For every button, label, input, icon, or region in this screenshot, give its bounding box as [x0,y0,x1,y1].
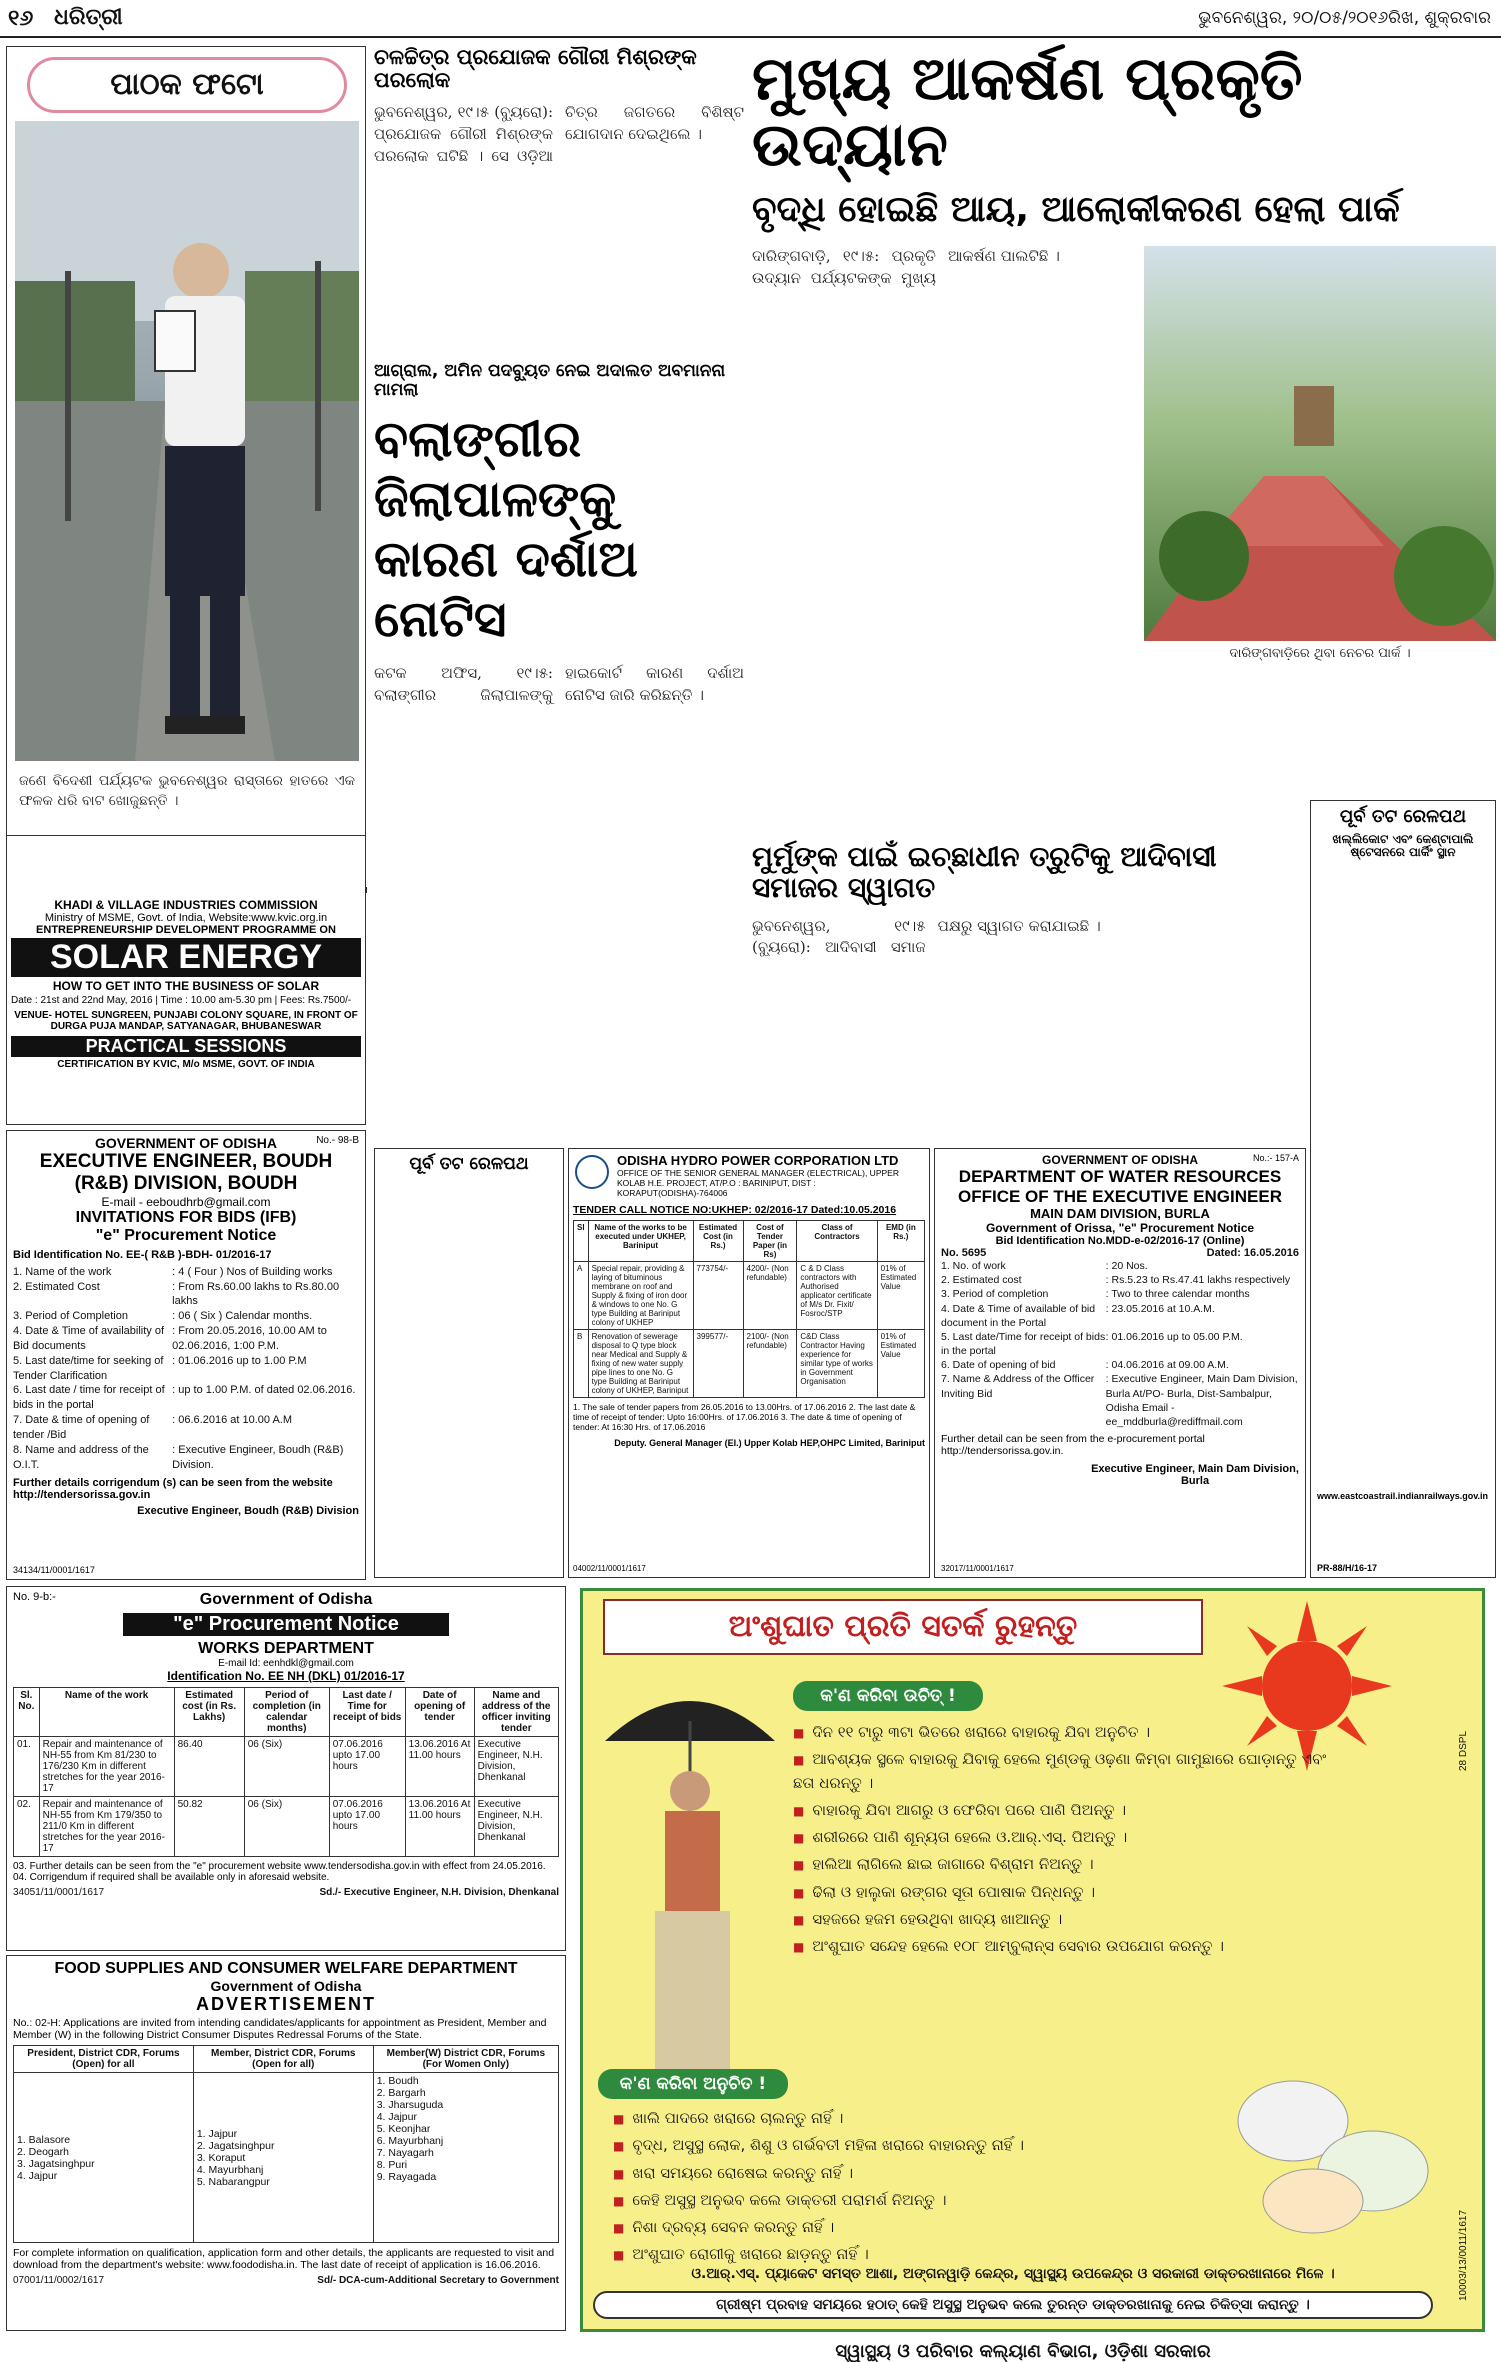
ad-office: OFFICE OF THE SENIOR GENERAL MANAGER (ELECTRICAL), UPPER KOLAB H.E. PROJECT, AT/P.O : BARINIPUT, DIST : KORAPUT(ODISHA)-764006 [617,1168,899,1198]
table-cell: Repair and maintenance of NH-55 from Km 81/230 to 176/230 Km in different stretches for the year 2016-17 [39,1737,174,1797]
detail-value: : Executive Engineer, Main Dam Division, Burla At/PO- Burla, Dist-Sambalpur, Odisha Email - ee_mddburla@rediffmail.com [1105,1373,1298,1428]
table-cell: C & D Class contractors with Authorised applicator certificate of M/s Dr. Fixit/ Fosroc/STP [797,1262,877,1330]
food-plates-icon [1233,2061,1433,2241]
table-cell: 02. [14,1797,40,1857]
ad-dept: WORKS DEPARTMENT [198,1640,374,1657]
detail-value: : Two to three calendar months [1105,1288,1250,1301]
ad-dates: Date : 21st and 22nd May, 2016 | Time : 10.00 am-5.30 pm | Fees: Rs.7500/- [11,995,352,1006]
column-header: President, District CDR, Forums (Open) for all [14,2046,194,2073]
park-illustration [1144,246,1496,641]
list-item: ■ ନିଶା ଦ୍ରବ୍ୟ ସେବନ କରନ୍ତୁ ନାହିଁ । [613,2216,1153,2239]
list-item: ■ ହାଲିଆ ଲାଗିଲେ ଛାଇ ଜାଗାରେ ବିଶ୍ରାମ ନିଅନ୍ତୁ । [793,1853,1333,1876]
ad-footer-row [13,2275,559,2286]
food-supplies-ad [6,1955,566,2331]
ad-govt: Government of Odisha [210,1978,362,1994]
ad-ref: 34051/11/0001/1617 [13,1887,105,1898]
column-header: Last date / Time for receipt of bids [329,1688,405,1737]
headline: ଚଳଚ୍ଚିତ୍ର ପ୍ରଯୋଜକ ଗୌରୀ ମିଶ୍ରଙ୍କ ପରଲୋକ [374,45,697,93]
column-header: Name of the works to be executed under UKHEP, Bariniput [588,1221,693,1262]
ad-footer-row [13,1887,559,1898]
story-murmu [752,842,1297,1142]
kicker: ଆଗ୍ରାଲ, ଅମିନ ପଦବ୍ୟୁତ ନେଇ ଅଦାଲତ ଅବମାନନା ମାମଲା [374,361,726,400]
table-cell: 07.06.2016 upto 17.00 hours [329,1737,405,1797]
ad-notice: "e" Procurement Notice [95,1226,277,1244]
ad-cert: CERTIFICATION BY KVIC, M/o MSME, GOVT. OF INDIA [57,1059,315,1070]
detail-value: : Rs.5.23 to Rs.47.41 lakhs respectively [1105,1274,1291,1287]
headline: ବଲାଙ୍ଗୀର ଜିଲାପାଳଙ୍କୁ କାରଣ ଦର୍ଶାଅ ନୋଟିସ [374,410,638,649]
detail-label: 2. Estimated cost [941,1274,1022,1287]
list-item: 7. Nayagarh [376,2147,434,2159]
park-photo [1144,246,1496,641]
donts-list [613,2107,1153,2271]
forums-table [13,2045,559,2243]
ad-bid-id: Bid Identification No. EE-( R&B )-BDH- 01/2016-17 [13,1248,272,1261]
detail-value: : From Rs.60.00 lakhs to Rs.80.00 lakhs [172,1280,340,1308]
detail-value: : 23.05.2016 at 10.A.M. [1105,1302,1215,1315]
table-cell: 01% of Estimated Value [877,1330,924,1398]
rail-body [381,1180,557,1570]
photo-caption: ଦାରିଙ୍ଗବାଡ଼ିରେ ଥିବା ନେଚର ପାର୍କ । [1229,646,1411,661]
table-cell: 50.82 [174,1797,244,1857]
list-item: ■ ଅଂଶୁଘାତ ସନ୍ଦେହ ହେଲେ ୧୦୮ ଆମ୍ବୁଲାନ୍ସ ସେବାର ଉପଯୋଗ କରନ୍ତୁ । [793,1935,1333,1958]
ad-govt: GOVERNMENT OF ODISHA [1041,1153,1198,1167]
table-cell: 86.40 [174,1737,244,1797]
table-cell: Executive Engineer, N.H. Division, Dhenkanal [474,1797,558,1857]
ad-notice: "e" Procurement Notice [123,1613,449,1636]
detail-value: : 06 ( Six ) Calendar months. [172,1310,313,1323]
ad-note4: 04. Corrigendum if required shall be available only in aforesaid website. [13,1872,330,1883]
column-header: Name of the work [39,1688,174,1737]
table-cell: B [574,1330,589,1398]
list-item: ■ ଅଂଶୁଘାତ ରୋଗୀକୁ ଖରାରେ ଛାଡ଼ନ୍ତୁ ନାହିଁ । [613,2243,1153,2266]
ad-title: FOOD SUPPLIES AND CONSUMER WELFARE DEPARTMENT [54,1960,518,1977]
column-header: Member(W) District CDR, Forums (For Women Only) [373,2046,558,2073]
ad-programme: ENTREPRENEURSHIP DEVELOPMENT PROGRAMME ON [36,924,336,936]
list-item: ■ ଦିନ ୧୧ ଟାରୁ ୩ଟା ଭିତରେ ଖରାରେ ବାହାରକୁ ଯିବା ଅନୁଚିତ । [793,1721,1333,1744]
detail-value: : 04.06.2016 at 09.00 A.M. [1105,1359,1229,1372]
ad-details [13,1265,359,1473]
ad-title: ଅଂଶୁଘାତ ପ୍ରତି ସତର୍କ ରୁହନ୍ତୁ [603,1599,1203,1655]
list-item: ■ ଶରୀରରେ ପାଣି ଶୂନ୍ୟତା ହେଲେ ଓ.ଆର୍.ଏସ୍. ପିଅନ୍ତୁ । [793,1826,1333,1849]
dos-list [793,1721,1333,1962]
rail-body [1317,865,1489,1485]
detail-label: 6. Date of opening of bid [941,1359,1056,1372]
ad-intro: No.: 02-H: Applications are invited from intending candidates/applicants for appointment as President, Member and Member (W) in the following District Consumer Disputes Redressal Forums of the State. [13,2017,547,2041]
story-body: ଭୁବନେଶ୍ୱର, ୧୯।୫ (ବ୍ୟୁରୋ): ଆଦିବାସୀ ସମାଜ ପକ୍ଷରୁ ସ୍ୱାଗତ କରାଯାଇଛି । [752,916,1101,957]
ad-venue: VENUE- HOTEL SUNGREEN, PUNJABI COLONY SQUARE, IN FRONT OF DURGA PUJA MANDAP, SATYANAGAR, BHUBANESWAR [14,1010,358,1032]
list-item: ■ କେହି ଅସୁସ୍ଥ ଅନୁଭବ କଲେ ଡାକ୍ତରୀ ପରାମର୍ଶ ନିଅନ୍ତୁ । [613,2189,1153,2212]
story-body: କଟକ ଅଫିସ, ୧୯।୫: ବଲାଙ୍ଗୀର ଜିଲାପାଳଙ୍କୁ ହାଇକୋର୍ଟ କାରଣ ଦର୍ଶାଅ ନୋଟିସ ଜାରି କରିଛନ୍ତି । [374,664,744,705]
list-item: 2. Bargarh [376,2087,426,2099]
detail-label: 3. Period of Completion [13,1310,128,1323]
table-cell: Executive Engineer, N.H. Division, Dhenkanal [474,1737,558,1797]
detail-label: 1. Name of the work [13,1265,112,1278]
detail-value: : 06.6.2016 at 10.00 A.M [172,1414,293,1427]
ad-number: No.- 98-B [316,1135,359,1146]
table-cell: 01. [14,1737,40,1797]
list-item: ■ ଖରା ସମୟରେ ରୋଷେଇ କରନ୍ତୁ ନାହିଁ । [613,2162,1153,2185]
list-item: 4. Jajpur [17,2169,58,2182]
list-item: 5. Nabarangpur [196,2175,270,2188]
ad-dspl: 28 DSPL [1458,1730,1469,1771]
detail-value: : 20 Nos. [1105,1260,1148,1273]
ad-sign: Sd/- DCA-cum-Additional Secretary to Government [317,2275,559,2286]
ad-details [941,1259,1299,1429]
ohpc-logo-icon [575,1155,609,1189]
ad-ifb: INVITATIONS FOR BIDS (IFB) [75,1208,297,1226]
list-item: ■ ବୃଦ୍ଧ, ଅସୁସ୍ଥ ଲୋକ, ଶିଶୁ ଓ ଗର୍ଭବତୀ ମହିଳା ଖରାରେ ବାହାରନ୍ତୁ ନାହିଁ । [613,2134,1153,2157]
page-header [0,0,1501,38]
column-header: Estimated Cost (in Rs.) [693,1221,743,1262]
tender-table [573,1220,925,1398]
list-item: ■ ଢିଲା ଓ ହାଲୁକା ରଙ୍ଗର ସୂତା ପୋଷାକ ପିନ୍ଧନ୍ତୁ । [793,1881,1333,1904]
column-header: Cost of Tender Paper (in Rs) [743,1221,797,1262]
table-row [574,1330,925,1398]
table-cell: 4200/- (Non refundable) [743,1262,797,1330]
ad-number: No. 9-b:- [13,1591,56,1603]
list-item: 3. Jagatsinghpur [17,2157,95,2170]
table-cell: Renovation of sewerage disposal to Q type block near Medical and Supply & fixing of new water supply pipe lines to one No. G type Building at Bariniput colony of UKHEP, Bariniput [588,1330,693,1398]
detail-label: 4. Date & Time of availability of Bid documents [13,1325,165,1352]
list-item: 2. Jagatsinghpur [196,2139,275,2152]
ad-ref: 04002/11/0001/1617 [573,1564,646,1573]
table-row [14,2073,559,2243]
detail-label: 5. Last date/Time for receipt of bids in the portal [941,1330,1106,1358]
table-cell: Repair and maintenance of NH-55 from Km 179/350 to 211/0 Km in different stretches for the year 2016-17 [39,1797,174,1857]
ad-subtitle: HOW TO GET INTO THE BUSINESS OF SOLAR [52,979,320,993]
table-cell: Special repair, providing & laying of bituminous membrane on roof and Supply & fixing of iron door & windows to one No. G type Building at Bariniput colony of UKHEP [588,1262,693,1330]
ad-ministry: Ministry of MSME, Govt. of India, Website:www.kvic.org.in [44,912,328,924]
ad-title: EXECUTIVE ENGINEER, BOUDH (R&B) DIVISION, BOUDH [39,1151,333,1194]
detail-label: 4. Date & Time of available of bid document in the Portal [941,1302,1096,1329]
detail-label: 3. Period of completion [941,1288,1049,1301]
story-nature-park [752,46,1497,836]
detail-label: 6. Last date / time for receipt of bids in the portal [13,1384,165,1412]
list-item: 2. Deogarh [17,2145,69,2158]
ad-govt: Government of Odisha [199,1591,373,1608]
detail-value: : From 20.05.2016, 10.00 AM to 02.06.2016, 1:00 P.M. [172,1325,327,1352]
rail-site: www.eastcoastrail.indianrailways.gov.in [1317,1491,1489,1502]
story-body: ଦାରିଙ୍ଗବାଡ଼ି, ୧୯।୫: ପ୍ରକୃତି ଉଦ୍ୟାନ ପର୍ଯ୍ୟଟକଙ୍କ ମୁଖ୍ୟ ଆକର୍ଷଣ ପାଲଟିଛି । [752,247,1060,287]
headline: ମୁଖ୍ୟ ଆକର୍ଷଣ ପ୍ରକୃତି ଉଦ୍ୟାନ [752,44,1303,180]
column-header: Class of Contractors [797,1221,877,1262]
detail-value: : 01.06.2016 up to 05.00 P.M. [1105,1330,1243,1343]
column-header: Date of opening of tender [405,1688,474,1737]
ad-footer: For complete information on qualification, application form and other details, the applicants are requested to visit and download from the department's website: www.foododisha.in. The last date of receipt of application is 16.06.2016. [13,2247,555,2271]
ad-notes: 1. The sale of tender papers from 26.05.2016 to 13.00Hrs. of 17.06.2016 2. The last date & time of receipt of tender: Upto 16:00Hrs. of 17.06.2016 3. The date & time of opening of tender: At 16:30 Hrs. of 17.06.2016 [573,1402,916,1432]
heatstroke-ad [580,1588,1485,2362]
ad-number: No.:- 157-A [1252,1153,1299,1163]
story-body: ଭୁବନେଶ୍ୱର, ୧୯।୫ (ବ୍ୟୁରୋ): ପ୍ରଯୋଜକ ଗୌରୀ ମିଶ୍ରଙ୍କ ପରଲୋକ ଘଟିଛି । ସେ ଓଡ଼ିଆ ଚିତ୍ର ଜଗତରେ ବିଶିଷ୍ଟ ଯୋଗଦାନ ଦେଇଥିଲେ । [374,103,744,165]
table-row [574,1262,925,1330]
table-row [14,1737,559,1797]
list-item: 3. Koraput [196,2151,246,2164]
rail-ref: PR-88/H/16-17 [1317,1563,1378,1573]
ad-no-dated [941,1247,1299,1259]
list-item: 9. Rayagada [376,2171,437,2183]
list-item: ■ ସହଜରେ ହଜମ ହେଉଥିବା ଖାଦ୍ୟ ଖାଆନ୍ତୁ । [793,1908,1333,1931]
list-item: ■ ବାହାରକୁ ଯିବା ଆଗରୁ ଓ ଫେରିବା ପରେ ପାଣି ପିଅନ୍ତୁ । [793,1799,1333,1822]
table-cell: 01% of Estimated Value [877,1262,924,1330]
ad-sign: Deputy. General Manager (El.) Upper Kolab HEP,OHPC Limited, Bariniput [614,1438,925,1448]
forum-list-president [14,2073,194,2243]
ad-warning: ଗ୍ରୀଷ୍ମ ପ୍ରବାହ ସମୟରେ ହଠାତ୍ କେହି ଅସୁସ୍ଥ ଅନୁଭବ କଲେ ତୁରନ୍ତ ଡାକ୍ତରଖାନାକୁ ନେଇ ଚିକିତ୍ସା କରାନ୍ତୁ । [593,2291,1433,2319]
column-header: Sl. No. [14,1688,40,1737]
headline: ମୁର୍ମୁଙ୍କ ପାଇଁ ଇଚ୍ଛାଧୀନ ତ୍ରୁଟିକୁ ଆଦିବାସୀ ସମାଜର ସ୍ୱାଗତ [752,840,1217,904]
detail-label: 7. Name & Address of the Officer Inviting Bid [941,1373,1095,1400]
detail-label: 5. Last date/time for seeking of Tender Clarification [13,1354,164,1382]
works-dept-ad [6,1586,566,1951]
detail-value: : 4 ( Four ) Nos of Building works [172,1265,333,1278]
list-item: 4. Mayurbhanj [196,2163,264,2176]
ad-sub: MAIN DAM DIVISION, BURLA [1030,1206,1210,1222]
table-cell: A [574,1262,589,1330]
ad-title: DEPARTMENT OF WATER RESOURCES OFFICE OF THE EXECUTIVE ENGINEER [958,1167,1282,1206]
list-item: 4. Jajpur [376,2111,417,2123]
subhead: ବୃଦ୍ଧି ହୋଇଛି ଆୟ, ଆଲୋକୀକରଣ ହେଲା ପାର୍କ [752,189,1400,230]
reader-photo-box [6,46,366,961]
rail-ad-2 [1310,800,1496,1578]
table-cell: C&D Class Contractor Having experience for similar type of works in Government Organisation [797,1330,877,1398]
list-item: 8. Puri [376,2159,408,2171]
ad-email: E-mail Id: eenhdkl@gmail.com [218,1658,354,1669]
detail-label: 2. Estimated Cost [13,1280,100,1293]
list-item: 1. Jajpur [196,2127,238,2140]
ad-info: ଓ.ଆର୍.ଏସ୍. ପ୍ୟାକେଟ ସମସ୍ତ ଆଶା, ଅଙ୍ଗନୱାଡ଼ି କେନ୍ଦ୍ର, ସ୍ୱାସ୍ଥ୍ୟ ଉପକେନ୍ଦ୍ର ଓ ସରକାରୀ ଡାକ୍ତରଖାନାରେ ମିଳେ । [691,2266,1335,2282]
ad-ref: 32017/11/0001/1617 [941,1564,1014,1573]
list-item: 6. Mayurbhanj [376,2135,444,2147]
ad-code: 10003/13/0011/1617 [1458,2209,1469,2301]
works-table [13,1687,559,1857]
table-cell: 07.06.2016 upto 17.00 hours [329,1797,405,1857]
ad-dept: ସ୍ୱାସ୍ଥ୍ୟ ଓ ପରିବାର କଲ୍ୟାଣ ବିଭାଗ, ଓଡ଼ିଶା ସରକାର [835,2341,1211,2362]
story-bolangir-collector [374,362,744,1142]
water-resources-ad [934,1148,1306,1578]
table-cell: 399577/- [693,1330,743,1398]
list-item: ■ ଆବଶ୍ୟକ ସ୍ଥଳେ ବାହାରକୁ ଯିବାକୁ ହେଲେ ମୁଣ୍ଡକୁ ଓଢ଼ଣା କିମ୍ବା ଗାମୁଛାରେ ଘୋଡ଼ାନ୍ତୁ ଏବଂ ଛତା ଧରନ୍ତୁ । [793,1748,1333,1795]
list-item: 1. Boudh [376,2075,419,2087]
ad-sign: Executive Engineer, Main Dam Division, Burla [1091,1463,1299,1488]
table-cell: 13.06.2016 At 11.00 hours [405,1737,474,1797]
ad-email: E-mail - eeboudhrb@gmail.com [101,1194,271,1209]
ad-dated: Dated: 16.05.2016 [1206,1247,1299,1260]
detail-value: : 01.06.2016 up to 1.00 P.M [172,1354,307,1367]
ad-further: Further details corrigendum (s) can be seen from the website http://tendersorissa.gov.in [13,1476,333,1501]
story-gouri-mishra [374,46,744,356]
ad-sign: Executive Engineer, Boudh (R&B) Division [137,1504,359,1517]
table-cell: 13.06.2016 At 11.00 hours [405,1797,474,1857]
table-cell: 06 (Six) [244,1797,329,1857]
ohpc-ad [568,1148,930,1578]
list-item: 1. Balasore [17,2133,71,2146]
table-cell: 06 (Six) [244,1737,329,1797]
column-header: Estimated cost (in Rs. Lakhs) [174,1688,244,1737]
donts-title: କ'ଣ କରିବା ଅନୁଚିତ ! [598,2069,788,2099]
woman-with-umbrella-icon [595,1661,785,2101]
ad-title: ODISHA HYDRO POWER CORPORATION LTD [617,1153,899,1168]
ad-ref: 34134/11/0001/1617 [13,1565,95,1575]
forum-list-women [373,2073,558,2243]
detail-value: : up to 1.00 P.M. of dated 02.06.2016. [172,1384,356,1397]
ad-tender-no: TENDER CALL NOTICE NO:UKHEP: 02/2016-17 Dated:10.05.2016 [573,1204,897,1216]
detail-label: 8. Name and address of the O.I.T. [13,1443,149,1471]
kvic-solar-ad [6,835,366,1125]
ad-ref: 07001/11/0002/1617 [13,2275,105,2286]
list-item: 3. Jharsuguda [376,2099,444,2111]
photo-scene-illustration [15,121,359,761]
reader-photo-title: ପାଠକ ଫଟୋ [27,57,347,113]
ad-no2: No. 5695 [941,1247,987,1260]
ad-note3: 03. Further details can be seen from the "e" procurement website www.tendersodisha.gov.in with effect from 24.05.2016. [13,1861,546,1872]
page-number: ୧୬ [8,6,34,31]
detail-label: 1. No. of work [941,1260,1006,1273]
detail-value: : Executive Engineer, Boudh (R&B) Division. [172,1443,344,1471]
rail-ad-1 [374,1148,564,1578]
reader-photo-caption: ଜଣେ ବିଦେଶୀ ପର୍ଯ୍ୟଟକ ଭୁବନେଶ୍ୱର ରାସ୍ତାରେ ହାତରେ ଏକ ଫଳକ ଧରି ବାଟ ଖୋଜୁଛନ୍ତି । [19,773,355,810]
list-item: 5. Keonjhar [376,2123,431,2135]
dos-title: କ'ଣ କରିବା ଉଚିତ୍ ! [793,1681,983,1711]
ad-footer: PRACTICAL SESSIONS [11,1036,361,1057]
masthead: ଧରିତ୍ରୀ [54,4,123,30]
ad-org: KHADI & VILLAGE INDUSTRIES COMMISSION [54,898,318,912]
column-header: Period of completion (in calendar months) [244,1688,329,1737]
column-header: Member, District CDR, Forums (Open for all) [193,2046,373,2073]
rail-title: ପୂର୍ବ ତଟ ରେଳପଥ [1339,806,1467,827]
ad-title: SOLAR ENERGY [11,938,361,977]
ad-notice: Government of Orissa, "e" Procurement Notice [985,1221,1255,1236]
table-row [14,1797,559,1857]
ad-ident: Identification No. EE NH (DKL) 01/2016-17 [167,1669,405,1683]
ad-govt: GOVERNMENT OF ODISHA [94,1135,277,1151]
rail-title: ପୂର୍ବ ତଟ ରେଳପଥ [409,1154,529,1174]
detail-label: 7. Date & time of opening of tender /Bid [13,1414,150,1441]
ad-further: Further detail can be seen from the e-procurement portal http://tendersorissa.gov.in. [941,1433,1205,1458]
list-item: ■ ଖାଲି ପାଦରେ ଖରାରେ ଚାଲନ୍ତୁ ନାହିଁ । [613,2107,1153,2130]
ad-sign: Sd./- Executive Engineer, N.H. Division, Dhenkanal [319,1887,559,1898]
boudh-rb-ad [6,1130,366,1580]
column-header: Name and address of the officer inviting tender [474,1688,558,1737]
table-cell: 773754/- [693,1262,743,1330]
column-header: EMD (in Rs.) [877,1221,924,1262]
date-line: ଭୁବନେଶ୍ୱର, ୨୦/୦୫/୨୦୧୬ରିଖ, ଶୁକ୍ରବାର [1198,8,1491,28]
ad-adv: ADVERTISEMENT [195,1994,376,2014]
forum-list-member [193,2073,373,2243]
table-cell: 2100/- (Non refundable) [743,1330,797,1398]
reader-photo-image [15,121,359,761]
rail-subtitle: ଖଲ୍ଲିକୋଟ ଏବଂ କେଣ୍ଟାପାଲି ଷ୍ଟେସନରେ ପାର୍କିଂ ସ୍ଥାନ [1332,831,1474,859]
column-header: Sl [574,1221,589,1262]
ad-bid-id: Bid Identification No.MDD-e-02/2016-17 (Online) [995,1235,1245,1248]
